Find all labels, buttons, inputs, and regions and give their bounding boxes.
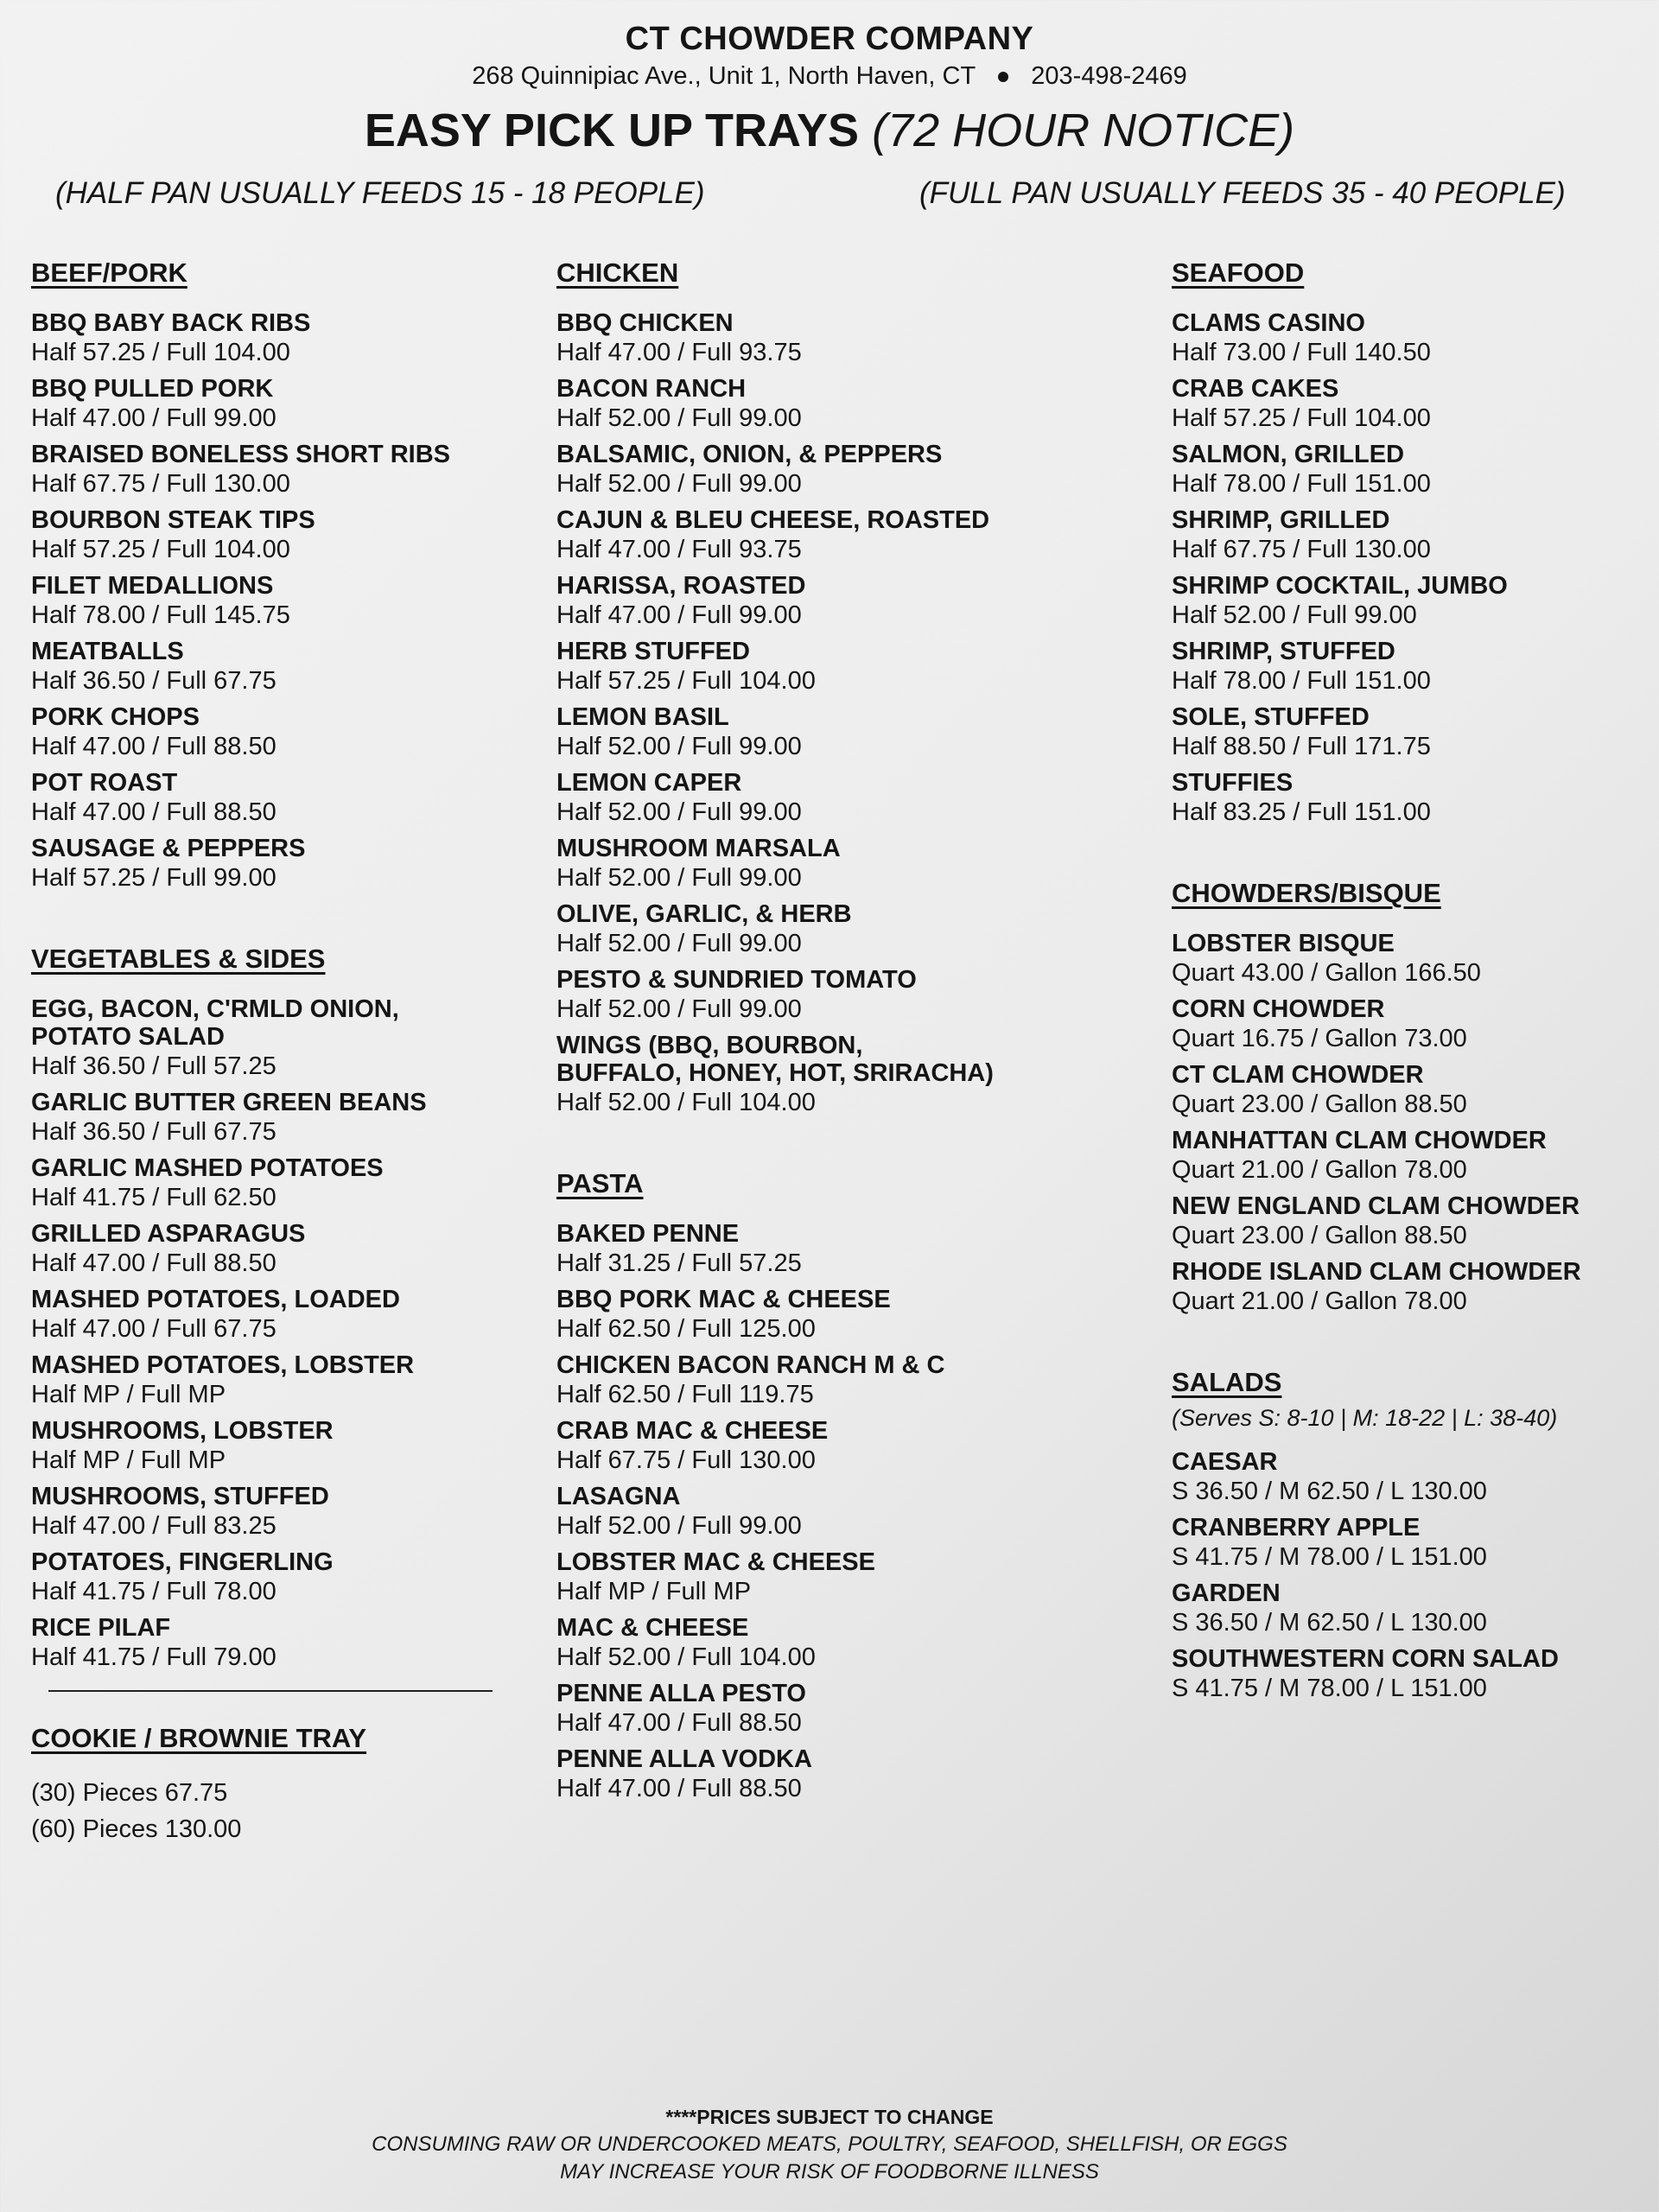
menu-item — [31, 1351, 567, 1410]
section-subtitle: (Serves S: 8-10 | M: 18-22 | L: 38-40) — [1172, 1405, 1558, 1431]
item-name: SHRIMP COCKTAIL, JUMBO — [1172, 572, 1508, 600]
item-name: MUSHROOMS, STUFFED — [31, 1483, 329, 1510]
section-pasta — [556, 1166, 1092, 1804]
menu-item — [31, 309, 567, 368]
item-price: Half 47.00 / Full 88.50 — [31, 733, 276, 760]
menu-header — [0, 19, 1659, 162]
item-price: Quart 23.00 / Gallon 88.50 — [1172, 1090, 1467, 1118]
item-price: Half 52.00 / Full 99.00 — [556, 930, 802, 957]
divider — [48, 1690, 493, 1692]
item-name: HARISSA, ROASTED — [556, 572, 806, 600]
item-name: SAUSAGE & PEPPERS — [31, 835, 306, 862]
menu-item — [31, 506, 567, 565]
item-price: Half 47.00 / Full 88.50 — [31, 1249, 276, 1277]
menu-item — [556, 966, 1092, 1025]
item-price: Half 78.00 / Full 145.75 — [31, 601, 290, 629]
item-price: Half 52.00 / Full 99.00 — [1172, 601, 1417, 629]
item-name: BBQ CHICKEN — [556, 309, 734, 337]
menu-item — [1172, 375, 1659, 434]
menu-item — [1172, 572, 1659, 631]
menu-item — [1172, 1514, 1659, 1573]
item-name: SOUTHWESTERN CORN SALAD — [1172, 1645, 1559, 1673]
item-name: POTATOES, FINGERLING — [31, 1548, 334, 1576]
item-price: Half 57.25 / Full 104.00 — [31, 339, 290, 366]
item-name: GARLIC MASHED POTATOES — [31, 1154, 384, 1182]
menu-item — [31, 375, 567, 434]
item-name-cont: POTATO SALAD — [31, 1023, 225, 1051]
menu-item — [1172, 703, 1659, 762]
menu-item — [31, 1220, 567, 1279]
menu-item — [31, 1286, 567, 1344]
price-change-notice: ****PRICES SUBJECT TO CHANGE — [665, 2106, 994, 2128]
menu-item — [31, 441, 567, 499]
item-price: Quart 16.75 / Gallon 73.00 — [1172, 1025, 1467, 1052]
item-price: S 41.75 / M 78.00 / L 151.00 — [1172, 1675, 1487, 1702]
item-price: Half 62.50 / Full 125.00 — [556, 1315, 816, 1343]
title-notice: (72 HOUR NOTICE) — [872, 105, 1295, 156]
item-name: MASHED POTATOES, LOBSTER — [31, 1351, 415, 1379]
item-name: BACON RANCH — [556, 375, 747, 403]
item-price: Quart 23.00 / Gallon 88.50 — [1172, 1222, 1467, 1249]
item-price: Half MP / Full MP — [31, 1446, 226, 1474]
menu-item — [31, 703, 567, 762]
item-name: LOBSTER MAC & CHEESE — [556, 1548, 875, 1576]
item-name: NEW ENGLAND CLAM CHOWDER — [1172, 1192, 1580, 1220]
menu-item — [1172, 309, 1659, 368]
section-title: VEGETABLES & SIDES — [31, 944, 326, 974]
item-price: Half 67.75 / Full 130.00 — [31, 470, 290, 498]
item-name: BBQ PULLED PORK — [31, 375, 274, 403]
item-name: RICE PILAF — [31, 1614, 171, 1642]
menu-item — [31, 1614, 567, 1673]
item-name: LASAGNA — [556, 1483, 681, 1510]
item-price: Half 31.25 / Full 57.25 — [556, 1249, 802, 1277]
item-price: Half 47.00 / Full 67.75 — [31, 1315, 276, 1343]
item-price: Half MP / Full MP — [556, 1578, 752, 1605]
item-name: FILET MEDALLIONS — [31, 572, 274, 600]
item-name: EGG, BACON, C'RMLD ONION, — [31, 995, 399, 1023]
item-name: CHICKEN BACON RANCH M & C — [556, 1351, 945, 1379]
item-price: Half 52.00 / Full 99.00 — [556, 1512, 802, 1540]
menu-item — [31, 1483, 567, 1541]
menu-item — [1172, 1127, 1659, 1185]
item-price: Half 47.00 / Full 99.00 — [31, 404, 276, 432]
item-name: MAC & CHEESE — [556, 1614, 749, 1642]
menu-item — [556, 1351, 1092, 1410]
menu-item — [556, 900, 1092, 959]
section-cookie-tray — [31, 1721, 567, 1847]
item-price: Half 57.25 / Full 104.00 — [556, 667, 816, 695]
item-price: Half 57.25 / Full 104.00 — [31, 536, 290, 563]
menu-item — [1172, 1258, 1659, 1317]
consumer-warning: CONSUMING RAW OR UNDERCOOKED MEATS, POULTRY, SEAFOOD, SHELLFISH, OR EGGS — [372, 2133, 1287, 2156]
item-name: PENNE ALLA PESTO — [556, 1680, 806, 1707]
item-name: GRILLED ASPARAGUS — [31, 1220, 306, 1248]
item-price: S 36.50 / M 62.50 / L 130.00 — [1172, 1609, 1487, 1637]
item-price: Half 52.00 / Full 99.00 — [556, 798, 802, 826]
section-seafood — [1172, 256, 1659, 828]
half-pan-note: (HALF PAN USUALLY FEEDS 15 - 18 PEOPLE) — [55, 176, 705, 210]
item-name: BBQ BABY BACK RIBS — [31, 309, 311, 337]
menu-item — [1172, 506, 1659, 565]
item-name-cont: BUFFALO, HONEY, HOT, SRIRACHA) — [556, 1059, 994, 1087]
item-price: Half 57.25 / Full 99.00 — [31, 864, 276, 892]
item-name: GARLIC BUTTER GREEN BEANS — [31, 1089, 427, 1116]
item-price: Half 47.00 / Full 88.50 — [556, 1709, 802, 1737]
item-price: Half 52.00 / Full 99.00 — [556, 733, 802, 760]
menu-item — [1172, 441, 1659, 499]
menu-item — [556, 703, 1092, 762]
menu-item — [31, 1417, 567, 1476]
menu-item — [556, 835, 1092, 893]
menu-item — [31, 1089, 567, 1147]
menu-item — [556, 1286, 1092, 1344]
menu-item — [556, 1745, 1092, 1804]
menu-item — [1172, 638, 1659, 696]
item-name: CORN CHOWDER — [1172, 995, 1385, 1023]
menu-item — [556, 572, 1092, 631]
item-price: Half 41.75 / Full 62.50 — [31, 1184, 276, 1211]
section-chowders — [1172, 876, 1659, 1317]
tray-option: (60) Pieces 130.00 — [31, 1815, 242, 1843]
item-name: MEATBALLS — [31, 638, 184, 665]
footer — [0, 2103, 1659, 2186]
item-price: Quart 21.00 / Gallon 78.00 — [1172, 1287, 1467, 1315]
item-price: Half 78.00 / Full 151.00 — [1172, 667, 1431, 695]
item-name: SHRIMP, GRILLED — [1172, 506, 1390, 534]
item-price: Half 57.25 / Full 104.00 — [1172, 404, 1431, 432]
item-name: CT CLAM CHOWDER — [1172, 1061, 1424, 1089]
item-name: PESTO & SUNDRIED TOMATO — [556, 966, 917, 994]
bullet-icon — [998, 72, 1008, 82]
item-name: SALMON, GRILLED — [1172, 441, 1405, 468]
item-price: Half 52.00 / Full 99.00 — [556, 404, 802, 432]
item-name: HERB STUFFED — [556, 638, 750, 665]
menu-item — [556, 506, 1092, 565]
menu-item — [1172, 930, 1659, 988]
spacer — [556, 1125, 1092, 1166]
item-name: MASHED POTATOES, LOADED — [31, 1286, 400, 1313]
spacer — [31, 900, 567, 942]
item-name: BAKED PENNE — [556, 1220, 740, 1248]
item-name: MANHATTAN CLAM CHOWDER — [1172, 1127, 1547, 1154]
section-title: SALADS — [1172, 1367, 1282, 1397]
item-price: Half 36.50 / Full 57.25 — [31, 1052, 276, 1080]
item-price: Half MP / Full MP — [31, 1381, 226, 1408]
item-price: Half 83.25 / Full 151.00 — [1172, 798, 1431, 826]
item-price: S 36.50 / M 62.50 / L 130.00 — [1172, 1478, 1487, 1505]
spacer — [1172, 1324, 1659, 1365]
section-title: CHICKEN — [556, 257, 679, 288]
menu-item — [556, 1220, 1092, 1279]
menu-item — [1172, 1061, 1659, 1120]
menu-item — [556, 441, 1092, 499]
menu-item — [556, 1483, 1092, 1541]
item-name: CRANBERRY APPLE — [1172, 1514, 1421, 1541]
menu-item — [31, 995, 567, 1082]
item-price: Half 52.00 / Full 99.00 — [556, 864, 802, 892]
item-name: MUSHROOM MARSALA — [556, 835, 841, 862]
item-name: PENNE ALLA VODKA — [556, 1745, 812, 1773]
item-price: Half 88.50 / Full 171.75 — [1172, 733, 1431, 760]
menu-item — [31, 1154, 567, 1213]
phone-number: 203-498-2469 — [1031, 62, 1187, 90]
item-name: LEMON BASIL — [556, 703, 729, 731]
menu-item — [1172, 1580, 1659, 1638]
item-name: LEMON CAPER — [556, 769, 742, 797]
menu-item — [1172, 1645, 1659, 1704]
item-price: Half 52.00 / Full 104.00 — [556, 1643, 816, 1671]
item-price: Half 47.00 / Full 88.50 — [31, 798, 276, 826]
item-price: Half 73.00 / Full 140.50 — [1172, 339, 1431, 366]
menu-item — [1172, 769, 1659, 828]
item-price: Half 47.00 / Full 93.75 — [556, 536, 802, 563]
item-price: Half 41.75 / Full 78.00 — [31, 1578, 276, 1605]
item-name: BOURBON STEAK TIPS — [31, 506, 315, 534]
section-salads — [1172, 1365, 1659, 1704]
item-name: POT ROAST — [31, 769, 178, 797]
address-line — [0, 59, 1659, 93]
page-title — [0, 99, 1659, 162]
section-title: PASTA — [556, 1168, 644, 1198]
menu-item — [556, 638, 1092, 696]
menu-item — [31, 638, 567, 696]
item-name: BBQ PORK MAC & CHEESE — [556, 1286, 891, 1313]
section-vegetables — [31, 942, 567, 1673]
item-name: STUFFIES — [1172, 769, 1294, 797]
section-title: SEAFOOD — [1172, 257, 1305, 288]
item-price: S 41.75 / M 78.00 / L 151.00 — [1172, 1543, 1487, 1571]
item-price: Half 52.00 / Full 104.00 — [556, 1089, 816, 1116]
item-price: Half 36.50 / Full 67.75 — [31, 1118, 276, 1146]
item-price: Half 67.75 / Full 130.00 — [1172, 536, 1431, 563]
item-name: BRAISED BONELESS SHORT RIBS — [31, 441, 450, 468]
item-price: Half 52.00 / Full 99.00 — [556, 470, 802, 498]
item-name: GARDEN — [1172, 1580, 1281, 1607]
menu-item — [556, 1417, 1092, 1476]
menu-item — [31, 572, 567, 631]
column-right — [1172, 256, 1659, 1711]
section-beef-pork — [31, 256, 567, 893]
item-price: Half 41.75 / Full 79.00 — [31, 1643, 276, 1671]
item-name: BALSAMIC, ONION, & PEPPERS — [556, 441, 943, 468]
item-name: OLIVE, GARLIC, & HERB — [556, 900, 852, 928]
menu-item — [1172, 1448, 1659, 1507]
item-price: Half 62.50 / Full 119.75 — [556, 1381, 814, 1408]
consumer-warning-cont: MAY INCREASE YOUR RISK OF FOODBORNE ILLNESS — [560, 2160, 1099, 2183]
column-left — [31, 256, 567, 1847]
item-price: Half 47.00 / Full 93.75 — [556, 339, 802, 366]
item-price: Quart 21.00 / Gallon 78.00 — [1172, 1156, 1467, 1184]
address: 268 Quinnipiac Ave., Unit 1, North Haven, CT — [472, 62, 976, 90]
item-price: Half 52.00 / Full 99.00 — [556, 995, 802, 1023]
menu-item — [31, 1548, 567, 1607]
company-name: CT CHOWDER COMPANY — [625, 21, 1034, 57]
title-main: EASY PICK UP TRAYS — [364, 105, 860, 156]
item-name: MUSHROOMS, LOBSTER — [31, 1417, 334, 1445]
item-name: CRAB CAKES — [1172, 375, 1339, 403]
column-middle — [556, 256, 1092, 1811]
item-price: Half 47.00 / Full 99.00 — [556, 601, 802, 629]
item-name: RHODE ISLAND CLAM CHOWDER — [1172, 1258, 1581, 1286]
menu-item — [556, 375, 1092, 434]
item-name: CLAMS CASINO — [1172, 309, 1365, 337]
menu-item — [1172, 995, 1659, 1054]
item-name: CAJUN & BLEU CHEESE, ROASTED — [556, 506, 990, 534]
menu-item — [556, 1680, 1092, 1738]
item-name: CRAB MAC & CHEESE — [556, 1417, 829, 1445]
spacer — [1172, 835, 1659, 876]
item-price: Half 36.50 / Full 67.75 — [31, 667, 276, 695]
section-chicken — [556, 256, 1092, 1118]
item-name: SOLE, STUFFED — [1172, 703, 1370, 731]
menu-item — [556, 769, 1092, 828]
menu-item — [556, 1614, 1092, 1673]
menu-item — [31, 769, 567, 828]
item-price: Half 47.00 / Full 83.25 — [31, 1512, 276, 1540]
item-price: Half 47.00 / Full 88.50 — [556, 1775, 802, 1802]
section-title: COOKIE / BROWNIE TRAY — [31, 1723, 367, 1753]
item-name: WINGS (BBQ, BOURBON, — [556, 1032, 863, 1059]
menu-item — [31, 835, 567, 893]
menu-item — [556, 309, 1092, 368]
item-price: Quart 43.00 / Gallon 166.50 — [1172, 959, 1481, 987]
section-title: BEEF/PORK — [31, 257, 188, 288]
menu-item — [556, 1548, 1092, 1607]
menu-item — [556, 1032, 1092, 1118]
item-name: CAESAR — [1172, 1448, 1278, 1476]
item-price: Half 78.00 / Full 151.00 — [1172, 470, 1431, 498]
item-price: Half 67.75 / Full 130.00 — [556, 1446, 816, 1474]
item-name: PORK CHOPS — [31, 703, 200, 731]
item-name: LOBSTER BISQUE — [1172, 930, 1395, 957]
section-title: CHOWDERS/BISQUE — [1172, 878, 1441, 908]
item-name: SHRIMP, STUFFED — [1172, 638, 1395, 665]
tray-option: (30) Pieces 67.75 — [31, 1779, 228, 1807]
full-pan-note: (FULL PAN USUALLY FEEDS 35 - 40 PEOPLE) — [919, 176, 1566, 210]
menu-item — [1172, 1192, 1659, 1251]
